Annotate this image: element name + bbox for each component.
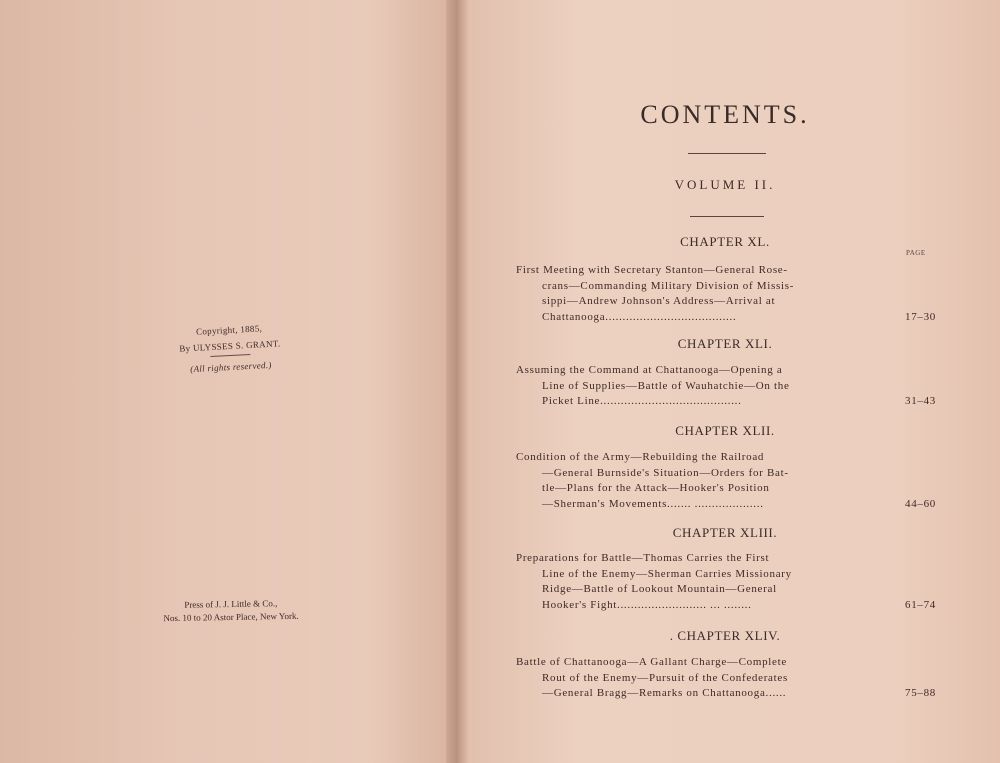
entry-line: First Meeting with Secretary Stanton—General Rose-: [516, 264, 788, 276]
entry-line: Ridge—Battle of Lookout Mountain—General: [542, 583, 777, 595]
press-imprint: [136, 596, 326, 625]
press-line-2: Nos. 10 to 20 Astor Place, New York.: [163, 610, 299, 624]
chapter-heading: . CHAPTER XLIV.: [669, 628, 781, 643]
press-line-1: Press of J. J. Little & Co.,: [184, 598, 278, 610]
entry-line: tle—Plans for the Attack—Hooker's Position: [542, 482, 770, 494]
left-page: [0, 0, 458, 763]
entry-line: Line of the Enemy—Sherman Carries Missionary: [542, 567, 792, 580]
entry-line: —General Burnside's Situation—Orders for Bat-: [542, 466, 789, 479]
volume-heading: VOLUME II.: [674, 177, 776, 192]
copyright-block: [149, 318, 312, 379]
chapter-entry: [516, 450, 936, 512]
author-line: By ULYSSES S. GRANT.: [179, 338, 281, 354]
entry-line: crans—Commanding Military Division of Missis-: [542, 279, 795, 292]
entry-line: Assuming the Command at Chattanooga—Opening a: [516, 364, 783, 376]
entry-line: Hooker's Fight.......................... ... ........: [542, 598, 752, 611]
chapter-entry: [516, 263, 936, 325]
title-rule: [688, 153, 766, 154]
rights-line: (All rights reserved.): [189, 359, 272, 375]
entry-line: —Sherman's Movements....... ....................: [542, 497, 764, 510]
book-gutter: [446, 0, 470, 763]
chapter-entry: [516, 363, 936, 410]
entry-line: —General Bragg—Remarks on Chattanooga......: [542, 687, 787, 699]
volume-rule: [690, 216, 764, 217]
entry-line: Line of Supplies—Battle of Wauhatchie—On the: [542, 379, 790, 392]
copyright-line: Copyright, 1885,: [195, 323, 263, 337]
chapter-entry: [516, 655, 936, 702]
chapter-entry: [516, 551, 936, 613]
chapter-heading: CHAPTER XLI.: [677, 336, 773, 351]
page-range: 31–43: [905, 395, 936, 407]
chapter-heading: CHAPTER XL.: [680, 234, 770, 249]
entry-line: Picket Line.........................................: [542, 395, 742, 407]
page-range: 75–88: [905, 687, 936, 699]
entry-line: Rout of the Enemy—Pursuit of the Confederates: [542, 671, 788, 684]
page-range: 17–30: [905, 310, 936, 323]
chapter-heading: CHAPTER XLII.: [675, 423, 775, 438]
page-column-label: PAGE: [906, 249, 926, 257]
entry-line: Chattanooga......................................: [542, 310, 737, 323]
entry-line: Condition of the Army—Rebuilding the Railroad: [516, 451, 765, 463]
page-range: 61–74: [905, 598, 936, 611]
page-range: 44–60: [905, 497, 936, 510]
entry-line: Preparations for Battle—Thomas Carries the First: [516, 552, 770, 564]
entry-line: Battle of Chattanooga—A Gallant Charge—Complete: [516, 656, 787, 668]
chapter-heading: CHAPTER XLIII.: [672, 525, 778, 540]
entry-line: sippi—Andrew Johnson's Address—Arrival at: [542, 295, 776, 307]
contents-title: CONTENTS.: [640, 100, 810, 129]
